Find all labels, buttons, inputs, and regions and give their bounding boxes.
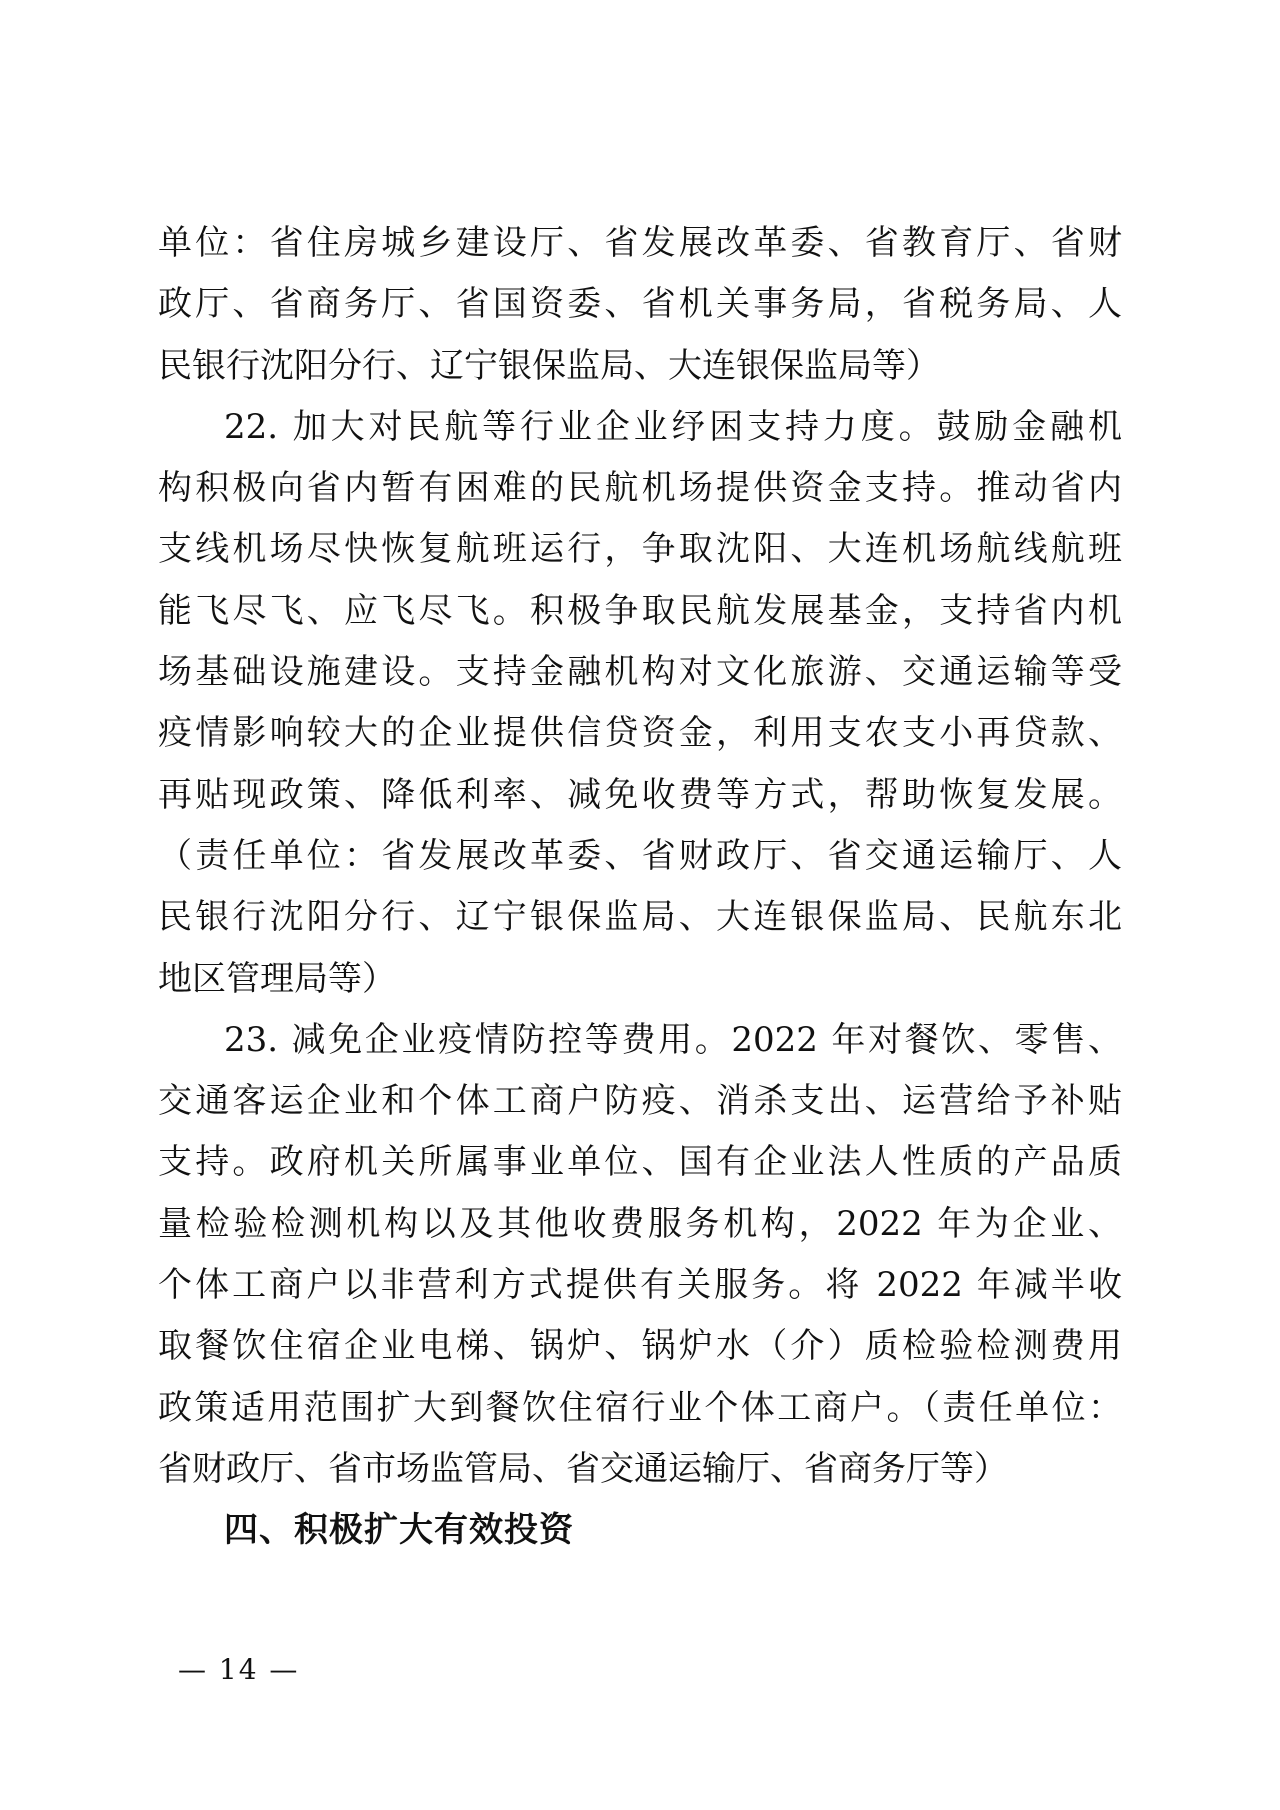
item-22-line-8: （责任单位：省发展改革委、省财政厅、省交通运输厅、人: [158, 835, 1122, 876]
item-23-line-6: 取餐饮住宿企业电梯、锅炉、锅炉水（介）质检验检测费用: [158, 1326, 1122, 1367]
item-22-line-7: 再贴现政策、降低利率、减免收费等方式，帮助恢复发展。: [158, 774, 1122, 815]
text-line-2: 政厅、省商务厅、省国资委、省机关事务局，省税务局、人: [158, 284, 1122, 325]
item-23-line-4: 量检验检测机构以及其他收费服务机构，2022 年为企业、: [158, 1203, 1122, 1244]
document-body: [158, 213, 1122, 1562]
item-22-line-5: 场基础设施建设。支持金融机构对文化旅游、交通运输等受: [158, 652, 1122, 693]
item-23-line-2: 交通客运企业和个体工商户防疫、消杀支出、运营给予补贴: [158, 1081, 1122, 1122]
item-23-line-7: 政策适用范围扩大到餐饮住宿行业个体工商户。（责任单位：: [158, 1387, 1122, 1428]
item-23-line-8: 省财政厅、省市场监管局、省交通运输厅、省商务厅等）: [158, 1448, 1008, 1489]
item-23-line-3: 支持。政府机关所属事业单位、国有企业法人性质的产品质: [158, 1142, 1122, 1183]
page-number: — 14 —: [178, 1653, 300, 1686]
text-line-1: 单位：省住房城乡建设厅、省发展改革委、省教育厅、省财: [158, 223, 1122, 263]
item-22-line-3: 支线机场尽快恢复航班运行，争取沈阳、大连机场航线航班: [158, 529, 1122, 570]
section-heading: 四、积极扩大有效投资: [224, 1510, 574, 1551]
item-22-line-9: 民银行沈阳分行、辽宁银保监局、大连银保监局、民航东北: [158, 897, 1122, 938]
item-22-line-4: 能飞尽飞、应飞尽飞。积极争取民航发展基金，支持省内机: [158, 590, 1122, 631]
item-23-line-1: 23. 减免企业疫情防控等费用。2022 年对餐饮、零售、: [224, 1019, 1122, 1060]
item-23-line-5: 个体工商户以非营利方式提供有关服务。将 2022 年减半收: [158, 1265, 1122, 1306]
item-22-line-10: 地区管理局等）: [158, 958, 396, 999]
item-22-line-6: 疫情影响较大的企业提供信贷资金，利用支农支小再贷款、: [158, 713, 1122, 754]
text-line-3: 民银行沈阳分行、辽宁银保监局、大连银保监局等）: [158, 345, 940, 386]
item-22-line-2: 构积极向省内暂有困难的民航机场提供资金支持。推动省内: [158, 468, 1122, 509]
item-22-line-1: 22. 加大对民航等行业企业纾困支持力度。鼓励金融机: [224, 406, 1122, 447]
